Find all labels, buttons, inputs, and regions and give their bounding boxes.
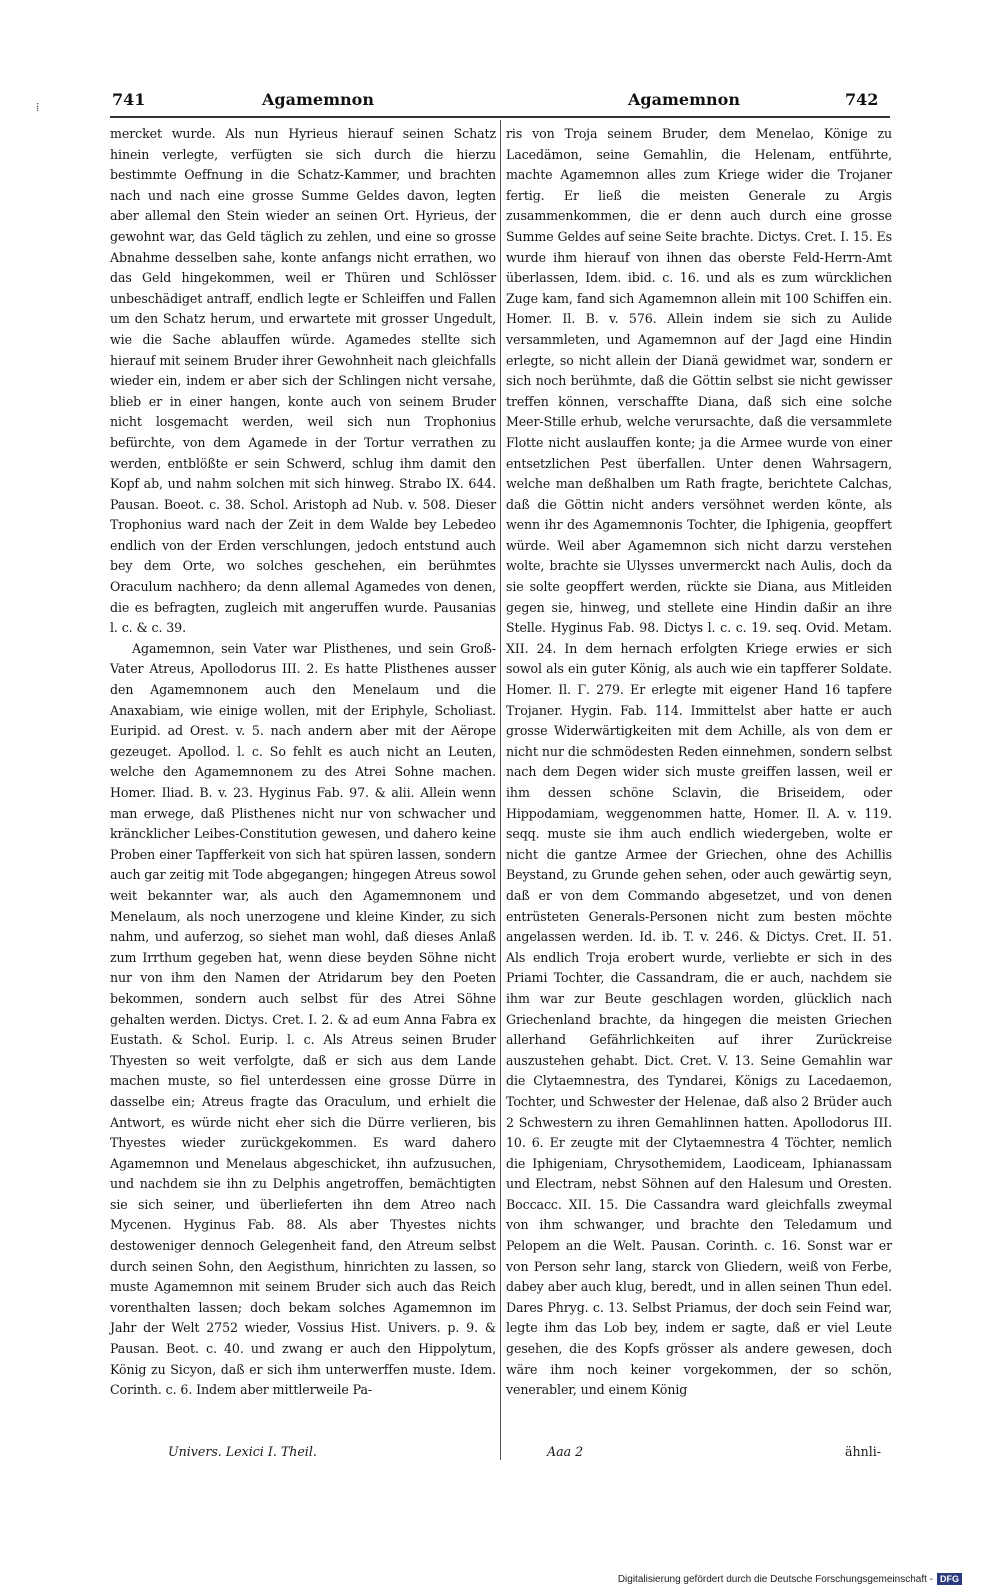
header-rule	[110, 116, 890, 118]
credit-text: Digitalisierung gefördert durch die Deutsche Forschungsgemeinschaft -	[617, 1573, 933, 1585]
footer-volume-title: Univers. Lexici I. Theil.	[168, 1444, 317, 1459]
left-column	[110, 124, 496, 1401]
margin-mark: ⁞	[36, 100, 40, 114]
digitization-credit	[618, 1573, 962, 1585]
left-page-number: 741	[112, 90, 146, 109]
right-column	[506, 124, 892, 1401]
left-paragraph-1: mercket wurde. Als nun Hyrieus hierauf seinen Schatz hinein verlegte, verfügten sie sich durch die hierzu bestimmte Oeffnung in die Schatz-Kammer, und brachten nach und nach eine grosse Summe Geldes davon, legten aber allemal den Stein wieder an seinen Ort. Hyrieus, der gewohnt war, das Geld täglich zu zehlen, und eine so grosse Abnahme desselben sahe, konte anfangs nicht errathen, wo das Geld hingekommen, weil er Thüren und Schlösser unbeschädiget antraff, endlich legte er Schleiffen und Fallen um den Schatz herum, und erwartete mit grosser Ungedult, wie die Sache ablauffen würde. Agamedes stellte sich hierauf mit seinem Bruder ihrer Gewohnheit nach gleichfalls wieder ein, indem er aber sich der Schlingen nicht versahe, blieb er in einer hangen, konte auch von seinem Bruder nicht losgemacht werden, weil sich nun Trophonius befürchte, von dem Agamede in der Tortur verrathen zu werden, entblößte er sein Schwerd, schlug ihm damit den Kopf ab, und nahm solchen mit sich hinweg. Strabo IX. 644. Pausan. Boeot. c. 38. Schol. Aristoph ad Nub. v. 508. Dieser Trophonius ward nach der Zeit in dem Walde bey Lebedeo endlich von der Erden verschlungen, jedoch entstund auch bey dem Orte, wo solches geschehen, ein berühmtes Oraculum nachhero; da denn allemal Agamedes von denen, die es befragten, zugleich mit angeruffen wurde. Pausanias l. c. & c. 39.	[110, 126, 496, 636]
footer-signature-mark: Aaa 2	[547, 1444, 584, 1459]
dfg-logo: DFG	[937, 1573, 962, 1585]
right-page-number: 742	[845, 90, 879, 109]
right-paragraph-1: ris von Troja seinem Bruder, dem Menelao, Könige zu Lacedämon, seine Gemahlin, die Helenam, entführte, machte Agamemnon alles zum Kriege wider die Trojaner fertig. Er ließ die meisten Generale zu Argis zusammenkommen, die er denn auch durch eine grosse Summe Geldes auf seine Seite brachte. Dictys. Cret. I. 15. Es wurde ihm hierauf von ihnen das oberste Feld-Herrn-Amt überlassen, Idem. ibid. c. 16. und als es zum würcklichen Zuge kam, fand sich Agamemnon allein mit 100 Schiffen ein. Homer. Il. B. v. 576. Allein indem sie sich zu Aulide versammleten, und Agamemnon auf der Jagd eine Hindin erlegte, so nicht allein der Dianä gewidmet war, sondern er sich noch berühmte, daß die Göttin selbst sie nicht gewisser treffen können, verschaffte Diana, daß sich eine solche Meer-Stille erhub, welche verursachte, daß die versammlete Flotte nicht auslauffen konte; ja die Armee wurde von einer entsetzlichen Pest überfallen. Unter denen Wahrsagern, welche man deßhalben um Rath fragte, berichtete Calchas, daß die Göttin nicht anders versöhnet werden könte, als wenn ihr des Agamemnonis Tochter, die Iphigenia, geopffert würde. Weil aber Agamemnon sich nicht darzu verstehen wolte, brachte sie Ulysses unvermerckt nach Aulis, doch da sie solte geopffert werden, rückte sie Diana, aus Mitleiden gegen sie, hinweg, und stellete eine Hindin daßir an ihre Stelle. Hyginus Fab. 98. Dictys l. c. c. 19. seq. Ovid. Metam. XII. 24. In dem hernach erfolgten Kriege erwies er sich sowol als ein guter König, als auch wie ein tapfferer Soldate. Homer. Il. Γ. 279. Er erlegte mit eigener Hand 16 tapfere Trojaner. Hygin. Fab. 114. Immittelst aber hatte er auch grosse Widerwärtigkeiten mit dem Achille, als von dem er nicht nur die schmödesten Reden einnehmen, sondern selbst nach dem Degen wider sich muste greiffen lassen, weil er ihm dessen schöne Sclavin, die Briseidem, oder Hippodamiam, weggenommen hatte, Homer. Il. A. v. 119. seqq. muste sie ihm auch endlich wiedergeben, wolte er nicht die gantze Armee der Griechen, ohne des Achillis Beystand, zu Grunde gehen sehen, oder auch gewärtig seyn, daß er von dem Commando abgesetzet, und von denen entrüsteten Generals-Personen nicht zum besten möchte angelassen werden. Id. ib. T. v. 246. & Dictys. Cret. II. 51. Als endlich Troja erobert wurde, verliebte er sich in des Priami Tochter, die Cassandram, die er auch, nachdem sie ihm war zur Beute geschlagen worden, glücklich nach Griechenland brachte, da hingegen die meisten Griechen allerhand Gefährlichkeiten auf ihrer Zurückreise auszustehen gehabt. Dict. Cret. V. 13. Seine Gemahlin war die Clytaemnestra, des Tyndarei, Königs zu Lacedaemon, Tochter, und Schwester der Helenae, daß also 2 Brüder auch 2 Schwestern zu ihren Gemahlinnen hatten. Apollodorus III. 10. 6. Er zeugte mit der Clytaemnestra 4 Töchter, nemlich die Iphigeniam, Chrysothemidem, Laodiceam, Iphianassam und Electram, nebst Söhnen auf den Halesum und Oresten. Boccacc. XII. 15. Die Cassandra ward gleichfalls zweymal von ihm schwanger, und brachte den Teledamum und Pelopem an die Welt. Pausan. Corinth. c. 16. Sonst war er von Person sehr lang, starck von Gliedern, weiß von Ferbe, dabey aber auch klug, beredt, und in allen seinen Thun edel. Dares Phryg. c. 13. Selbst Priamus, der doch sein Feind war, legte ihm das Lob bey, indem er sagte, daß er viel Leute gesehen, die des Kopfs grösser als andere gewesen, doch wäre ihm noch keiner vorgekommen, der so schön, venerabler, und einem König	[506, 126, 892, 1398]
column-divider	[500, 120, 501, 1460]
left-paragraph-2: Agamemnon, sein Vater war Plisthenes, und sein Groß-Vater Atreus, Apollodorus III. 2. Es hatte Plisthenes ausser den Agamemnonem auch den Menelaum und die Anaxabiam, wie einige wollen, mit der Eriphyle, Scholiast. Euripid. ad Orest. v. 5. nach andern aber mit der Aërope gezeuget. Apollod. l. c. So fehlt es auch nicht an Leuten, welche den Agamemnonem zu des Atrei Sohne machen. Homer. Iliad. B. v. 23. Hyginus Fab. 97. & alii. Allein wenn man erwege, daß Plisthenes nicht nur von schwacher und kräncklicher Leibes-Constitution gewesen, und dahero keine Proben einer Tapfferkeit von sich hat spüren lassen, sondern auch gar zeitig mit Tode abgegangen; hingegen Atreus sowol weit bekannter war, als auch den Agamemnonem und Menelaum, als noch unerzogene und kleine Kinder, zu sich nahm, und auferzog, so siehet man wohl, daß dieses Anlaß zum Irrthum gegeben hat, wenn diese beyden Söhne nicht nur von ihm den Namen der Atridarum bey den Poeten bekommen, sondern auch selbst für des Atrei Söhne gehalten werden. Dictys. Cret. I. 2. & ad eum Anna Fabra ex Eustath. & Schol. Eurip. l. c. Als Atreus seinen Bruder Thyesten so weit verfolgte, daß er sich aus dem Lande machen muste, so fiel unterdessen eine grosse Dürre in dasselbe ein; Atreus fragte das Oraculum, und erhielt die Antwort, es würde nicht eher sich die Dürre verlieren, bis Thyestes wieder zurückgekommen. Es ward dahero Agamemnon und Menelaus abgeschicket, ihn aufzusuchen, und nachdem sie ihn zu Delphis angetroffen, bemächtigten sie sich seiner, und überlieferten ihn dem Atreo nach Mycenen. Hyginus Fab. 88. Als aber Thyestes nichts destoweniger dennoch Gelegenheit fand, den Atreum selbst durch seinen Sohn, den Aegisthum, hinrichten zu lassen, so muste Agamemnon mit seinem Bruder sich auch das Reich vorenthalten lassen; doch bekam solches Agamemnon im Jahr der Welt 2752 wieder, Vossius Hist. Univers. p. 9. & Pausan. Beot. c. 40. und zwang er auch den Hippolytum, König zu Sicyon, daß er sich ihm unterwerffen muste. Idem. Corinth. c. 6. Indem aber mittlerweile Pa-	[110, 640, 496, 1398]
footer-catchword: ähnli-	[845, 1444, 882, 1459]
right-running-title: Agamemnon	[628, 90, 740, 109]
left-running-title: Agamemnon	[262, 90, 374, 109]
